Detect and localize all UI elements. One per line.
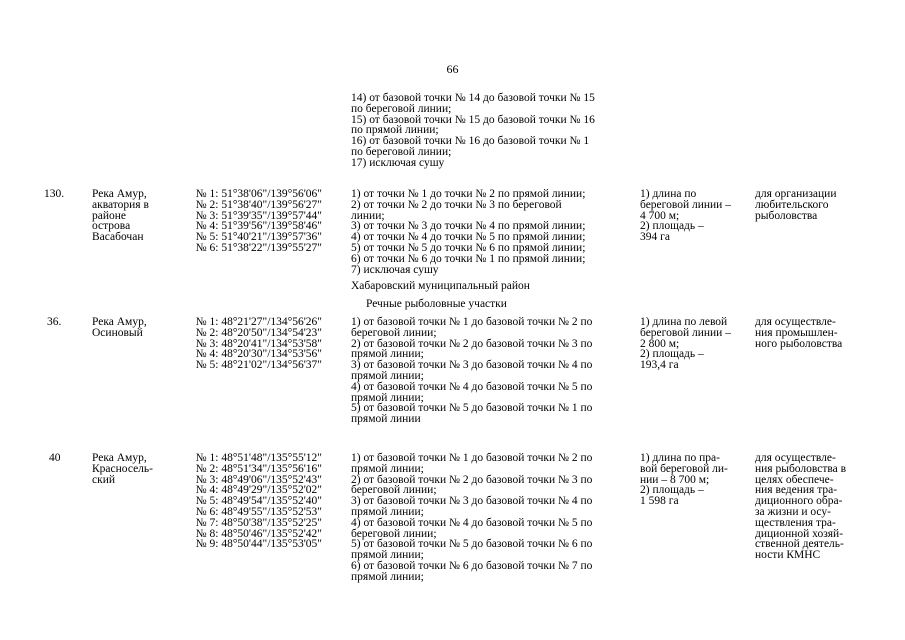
subsection-heading: Речные рыболовные участки	[366, 298, 507, 310]
row-number: 36.	[47, 316, 62, 328]
boundary-description: 1) от базовой точки № 1 до базовой точки № 2 по прямой линии; 2) от базовой точки № 2 до базовой точки № 3 по береговой линии; 3) от базовой точки № 3 до базовой точки № 4 по прямой линии; 4) от базовой точки № 4 до базовой точки № 5 по береговой линии; 5) от базовой точки № 5 до базовой точки № 6 по прямой линии; 6) от базовой точки № 6 до базовой точки № 7 по прямой линии;	[351, 452, 593, 583]
water-body-name: Река Амур, акватория в районе острова Васабочан	[92, 188, 149, 244]
water-body-name: Река Амур, Осиновый	[92, 316, 147, 339]
size-info: 1) длина по пра- вой береговой ли- нии – 8 700 м; 2) площадь – 1 598 га	[640, 452, 728, 508]
page-number: 66	[446, 62, 459, 76]
row-number: 130.	[44, 188, 65, 200]
purpose: для организации любительского рыболовства	[755, 188, 837, 222]
row-number: 40	[49, 452, 61, 464]
water-body-name: Река Амур, Красносель- ский	[92, 452, 153, 486]
boundary-description: 1) от точки № 1 до точки № 2 по прямой линии; 2) от точки № 2 до точки № 3 по береговой линии; 3) от точки № 3 до точки № 4 по прямой линии; 4) от точки № 4 до точки № 5 по прямой линии; 5) от точки № 5 до точки № 6 по прямой линии; 6) от точки № 6 до точки № 1 по прямой линии; 7) исключая сушу	[351, 188, 586, 276]
coordinates: № 1: 51°38'06"/139°56'06" № 2: 51°38'40"/139°56'27" № 3: 51°39'35"/139°57'44" № 4: 51°39'56"/139°58'46" № 5: 51°40'21"/139°57'36" № 6: 51°38'22"/139°55'27"	[195, 188, 322, 254]
size-info: 1) длина по левой береговой линии – 2 800 м; 2) площадь – 193,4 га	[640, 316, 731, 372]
coordinates: № 1: 48°51'48"/135°55'12" № 2: 48°51'34"/135°56'16" № 3: 48°49'06"/135°52'43" № 4: 48°49'29"/135°52'02" № 5: 48°49'54"/135°52'40" № 6: 48°49'55"/135°52'53" № 7: 48°50'38"/135°52'25" № 8: 48°50'46"/135°52'42" № 9: 48°50'44"/135°53'05"	[195, 452, 322, 551]
purpose: для осуществле- ния промышлен- ного рыболовства	[755, 316, 843, 350]
coordinates: № 1: 48°21'27"/134°56'26" № 2: 48°20'50"/134°54'23" № 3: 48°20'41"/134°53'58" № 4: 48°20'30"/134°53'56" № 5: 48°21'02"/134°56'37"	[195, 316, 322, 372]
continuation-description: 14) от базовой точки № 14 до базовой точки № 15 по береговой линии; 15) от базовой точки № 15 до базовой точки № 16 по прямой линии; 16) от базовой точки № 16 до базовой точки № 1 по береговой линии; 17) исключая сушу	[351, 92, 595, 169]
purpose: для осуществле- ния рыболовства в целях обеспече- ния ведения тра- диционного обра- за жизни и осу- ществления тра- диционной хозяй- ственной деятель- ности КМНС	[755, 452, 847, 562]
section-heading: Хабаровский муниципальный район	[351, 280, 530, 292]
boundary-description: 1) от базовой точки № 1 до базовой точки № 2 по береговой линии; 2) от базовой точки № 2 до базовой точки № 3 по прямой линии; 3) от базовой точки № 3 до базовой точки № 4 по прямой линии; 4) от базовой точки № 4 до базовой точки № 5 по прямой линии; 5) от базовой точки № 5 до базовой точки № 1 по прямой линии	[351, 316, 593, 426]
size-info: 1) длина по береговой линии – 4 700 м; 2) площадь – 394 га	[640, 188, 731, 244]
